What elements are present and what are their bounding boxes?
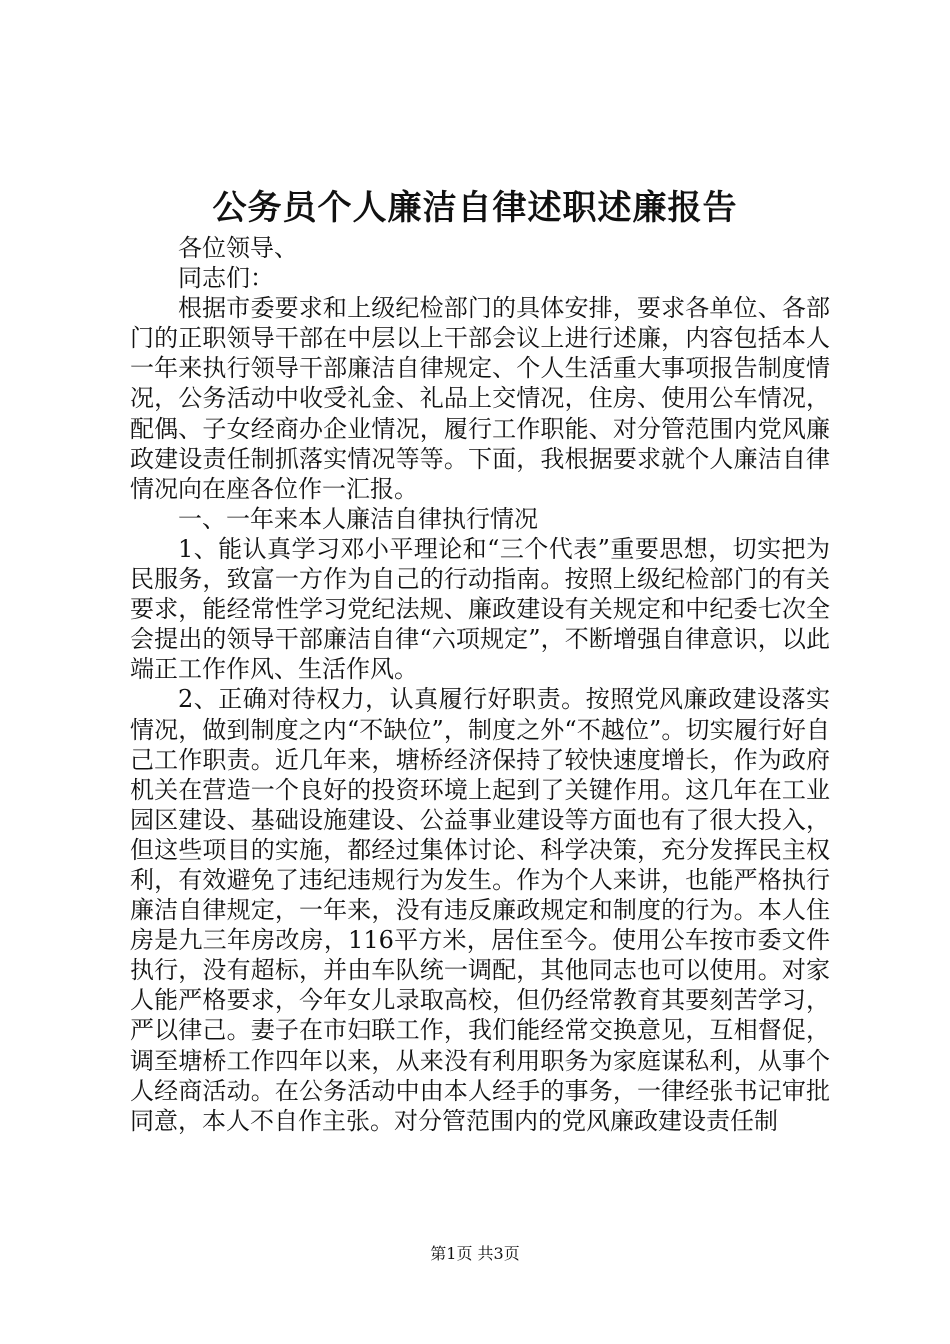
intro-paragraph: 根据市委要求和上级纪检部门的具体安排，要求各单位、各部门的正职领导干部在中层以上干部会议上进行述廉，内容包括本人一年来执行领导干部廉洁自律规定、个人生活重大事项报告制度情况，公务活动中收受礼金、礼品上交情况，住房、使用公车情况，配偶、子女经商办企业情况，履行工作职能、对分管范围内党风廉政建设责任制抓落实情况等等。下面，我根据要求就个人廉洁自律情况向在座各位作一汇报。: [130, 294, 830, 503]
page-footer: 第1页 共3页: [430, 1244, 520, 1263]
paragraph-item-2: 2、正确对待权力，认真履行好职责。按照党风廉政建设落实情况，做到制度之内“不缺位”，制度之外“不越位”。切实履行好自己工作职责。近几年来，塘桥经济保持了较快速度增长，作为政府机关在营造一个良好的投资环境上起到了关键作用。这几年在工业园区建设、基础设施建设、公益事业建设等方面也有了很大投入，但这些项目的实施，都经过集体讨论、科学决策，充分发挥民主权利，有效避免了违纪违规行为发生。作为个人来讲，也能严格执行廉洁自律规定，一年来，没有违反廉政规定和制度的行为。本人住房是九三年房改房，116平方米，居住至今。使用公车按市委文件执行，没有超标，并由车队统一调配，其他同志也可以使用。对家人能严格要求，今年女儿录取高校，但仍经常教育其要刻苦学习，严以律己。妻子在市妇联工作，我们能经常交换意见，互相督促，调至塘桥工作四年以来，从来没有利用职务为家庭谋私利，从事个人经商活动。在公务活动中由本人经手的事务，一律经张书记审批同意，本人不自作主张。对分管范围内的党风廉政建设责任制: [130, 685, 830, 1135]
salutation-comrades: 同志们：: [178, 264, 274, 293]
salutation-leaders: 各位领导、: [178, 234, 298, 262]
document-body: [130, 233, 830, 1136]
paragraph-item-1: 1、能认真学习邓小平理论和“三个代表”重要思想，切实把为民服务，致富一方作为自己的行动指南。按照上级纪检部门的有关要求，能经常性学习党纪法规、廉政建设有关规定和中纪委七次全会提出的领导干部廉洁自律“六项规定”，不断增强自律意识，以此端正工作作风、生活作风。: [130, 534, 830, 684]
document-title: 公务员个人廉洁自律述职述廉报告: [212, 188, 738, 228]
section-heading: 一、一年来本人廉洁自律执行情况: [178, 504, 538, 533]
